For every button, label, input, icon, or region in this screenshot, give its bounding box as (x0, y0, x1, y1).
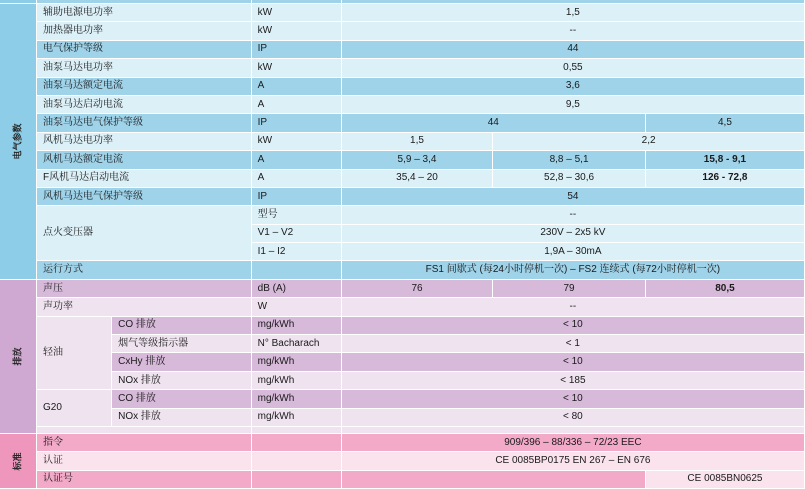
table-row (0, 426, 805, 433)
row-label: 声功率 (37, 298, 252, 316)
row-value: < 10 (341, 353, 804, 371)
row-value: 1,5 (341, 4, 804, 22)
table-row (0, 433, 805, 451)
row-label: 认证 (37, 452, 252, 470)
row-unit: mg/kWh (251, 371, 341, 389)
row-unit: A (251, 77, 341, 95)
row-unit: IP (251, 114, 341, 132)
table-row (0, 206, 805, 224)
table-row (0, 40, 805, 58)
row-label: F风机马达启动电流 (37, 169, 252, 187)
row-unit: mg/kWh (251, 390, 341, 408)
table-row (0, 151, 805, 169)
row-value: 3,6 (341, 77, 804, 95)
row-value: CE 0085BN0625 (645, 470, 804, 488)
row-value: 44 (341, 114, 645, 132)
row-label: 认证号 (37, 470, 252, 488)
row-sublabel: NOx 排放 (112, 408, 252, 426)
table-row (0, 279, 805, 297)
row-unit: I1 – I2 (251, 243, 341, 261)
table-row (0, 335, 805, 353)
row-label: 声压 (37, 279, 252, 297)
table-row (0, 59, 805, 77)
row-value: 8,8 – 5,1 (493, 151, 646, 169)
row-value: 1,9A – 30mA (341, 243, 804, 261)
row-value: < 10 (341, 390, 804, 408)
row-label: 轻油 (37, 316, 112, 390)
table-row (0, 261, 805, 279)
row-value: < 80 (341, 408, 804, 426)
row-unit: mg/kWh (251, 316, 341, 334)
row-label: 辅助电源电功率 (37, 4, 252, 22)
row-unit: kW (251, 59, 341, 77)
table-row (0, 132, 805, 150)
row-unit: kW (251, 132, 341, 150)
row-value: < 185 (341, 371, 804, 389)
row-unit: A (251, 151, 341, 169)
row-label: 点火变压器 (37, 206, 252, 261)
row-label: 加热器电功率 (37, 22, 252, 40)
row-value: CE 0085BP0175 EN 267 – EN 676 (341, 452, 804, 470)
row-label: 风机马达电气保护等级 (37, 187, 252, 205)
row-unit: IP (251, 187, 341, 205)
table-row (0, 169, 805, 187)
row-value: 230V – 2x5 kV (341, 224, 804, 242)
section-electrical: 电气参数 (0, 4, 37, 280)
row-value: 5,9 – 3,4 (341, 151, 492, 169)
row-unit: dB (A) (251, 279, 341, 297)
row-label: 油泵马达电功率 (37, 59, 252, 77)
row-value: FS1 间歇式 (每24小时停机一次) – FS2 连续式 (每72小时停机一次) (341, 261, 804, 279)
row-sublabel: CO 排放 (112, 316, 252, 334)
row-value: 76 (341, 279, 492, 297)
row-sublabel: NOx 排放 (112, 371, 252, 389)
row-unit: mg/kWh (251, 353, 341, 371)
row-value: 126 - 72,8 (645, 169, 804, 187)
row-value: 44 (341, 40, 804, 58)
table-row (0, 452, 805, 470)
row-label: 油泵马达额定电流 (37, 77, 252, 95)
table-row (0, 187, 805, 205)
row-value: -- (341, 22, 804, 40)
row-value: 9,5 (341, 95, 804, 113)
row-label: 运行方式 (37, 261, 252, 279)
row-sublabel: CxHy 排放 (112, 353, 252, 371)
row-value: < 1 (341, 335, 804, 353)
row-sublabel: 烟气等级指示器 (112, 335, 252, 353)
section-emissions: 排放 (0, 279, 37, 433)
row-value: 79 (493, 279, 646, 297)
row-value: -- (341, 206, 804, 224)
table-row (0, 390, 805, 408)
table-row (0, 298, 805, 316)
row-unit: V1 – V2 (251, 224, 341, 242)
table-row (0, 114, 805, 132)
section-standards: 标准 (0, 433, 37, 488)
row-value: 2,2 (493, 132, 805, 150)
row-label: 电气保护等级 (37, 40, 252, 58)
table-row (0, 95, 805, 113)
table-row (0, 77, 805, 95)
row-label: 油泵马达电气保护等级 (37, 114, 252, 132)
row-value: 15,8 - 9,1 (645, 151, 804, 169)
row-unit: kW (251, 22, 341, 40)
row-unit: 型号 (251, 206, 341, 224)
row-value: 52,8 – 30,6 (493, 169, 646, 187)
table-row (0, 408, 805, 426)
row-unit: kW (251, 4, 341, 22)
table-row (0, 316, 805, 334)
row-label: G20 (37, 390, 112, 427)
row-label: 风机马达额定电流 (37, 151, 252, 169)
row-sublabel: CO 排放 (112, 390, 252, 408)
row-unit: W (251, 298, 341, 316)
table-row (0, 371, 805, 389)
row-value: 0,55 (341, 59, 804, 77)
row-unit: A (251, 95, 341, 113)
row-label: 指令 (37, 433, 252, 451)
row-unit: IP (251, 40, 341, 58)
row-value: < 10 (341, 316, 804, 334)
row-value: 4,5 (645, 114, 804, 132)
row-label: 油泵马达启动电流 (37, 95, 252, 113)
row-value: 35,4 – 20 (341, 169, 492, 187)
table-row (0, 353, 805, 371)
row-value: 80,5 (645, 279, 804, 297)
row-value: -- (341, 298, 804, 316)
table-row (0, 22, 805, 40)
row-unit: N° Bacharach (251, 335, 341, 353)
table-row (0, 4, 805, 22)
row-value: 54 (341, 187, 804, 205)
row-unit: A (251, 169, 341, 187)
table-row (0, 470, 805, 488)
row-unit: mg/kWh (251, 408, 341, 426)
row-label: 风机马达电功率 (37, 132, 252, 150)
row-value: 909/396 – 88/336 – 72/23 EEC (341, 433, 804, 451)
row-value: 1,5 (341, 132, 492, 150)
